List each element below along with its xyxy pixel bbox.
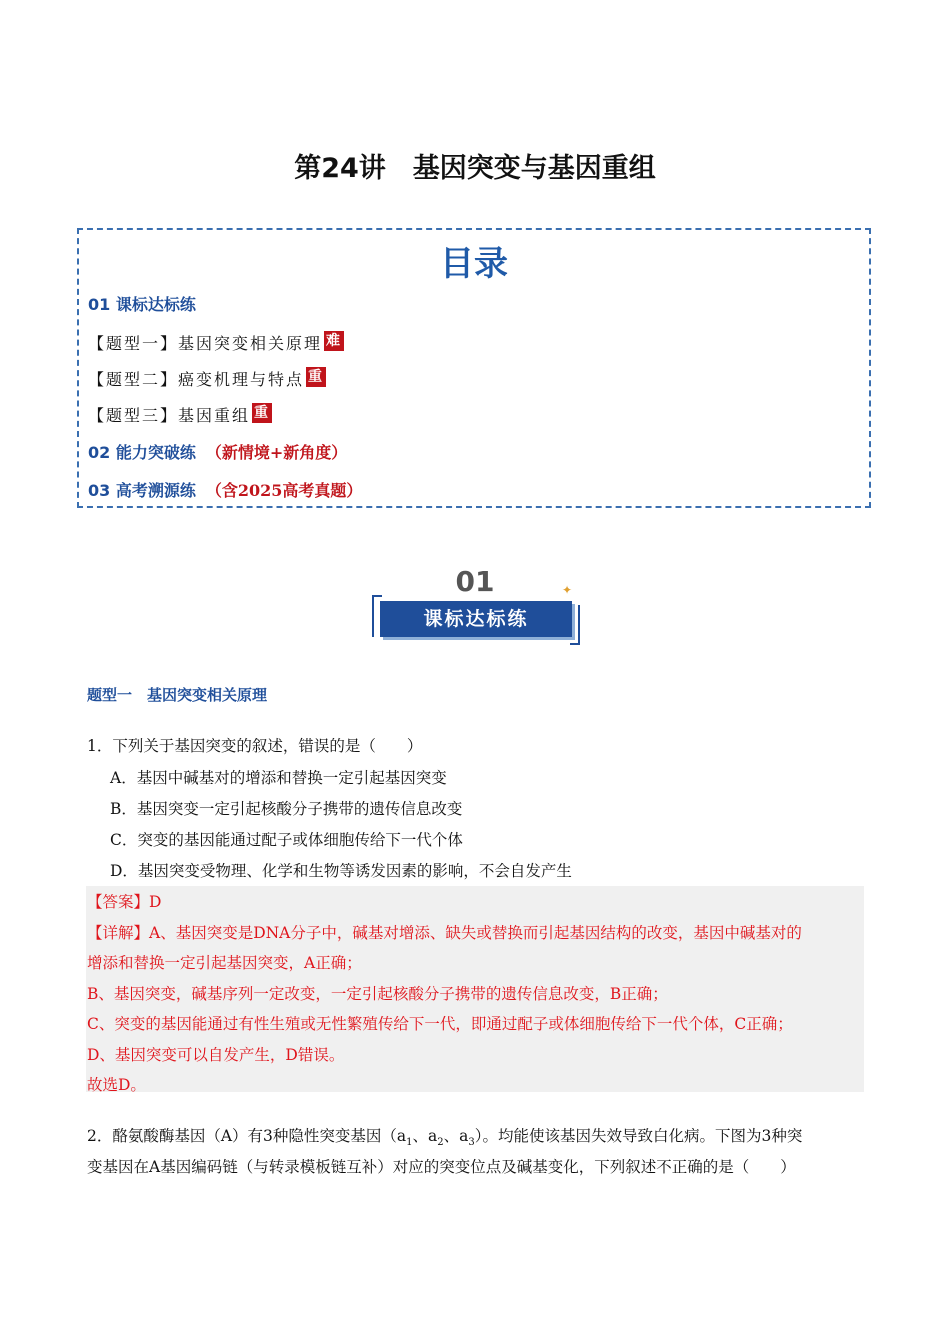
q2-text: 2．酪氨酸酶基因（A）有3种隐性突变基因（a xyxy=(87,1127,407,1145)
page-title: 第24讲 基因突变与基因重组 xyxy=(294,153,656,184)
q2-subscript: 2 xyxy=(437,1137,444,1149)
q2-text: 、a xyxy=(443,1127,469,1145)
option-d: D．基因突变受物理、化学和生物等诱发因素的影响，不会自发产生 xyxy=(110,862,572,880)
toc-type-3[interactable] xyxy=(88,403,272,427)
answer-explanation xyxy=(86,886,864,1092)
q2-subscript: 1 xyxy=(406,1137,413,1149)
option-c: C．突变的基因能通过配子或体细胞传给下一代个体 xyxy=(110,831,463,849)
toc-section-label: 03 高考溯源练 xyxy=(88,481,196,500)
banner-number: 01 xyxy=(455,565,495,598)
option-b: B．基因突变一定引起核酸分子携带的遗传信息改变 xyxy=(110,800,463,818)
answer-line: B、基因突变，碱基序列一定改变，一定引起核酸分子携带的遗传信息改变，B正确； xyxy=(87,985,668,1003)
answer-line: 【答案】D xyxy=(87,893,162,911)
sparkle-icon: ✦ xyxy=(561,583,572,597)
toc-section-3[interactable] xyxy=(88,478,362,501)
difficulty-badge: 难 xyxy=(326,333,343,349)
answer-line: C、突变的基因能通过有性生殖或无性繁殖传给下一代，即通过配子或体细胞传给下一代个体，C正确； xyxy=(87,1015,793,1033)
answer-line: 增添和替换一定引起基因突变，A正确； xyxy=(87,954,362,972)
importance-badge: 重 xyxy=(308,369,325,385)
toc-type-1[interactable] xyxy=(88,331,344,355)
section-title: 题型一 基因突变相关原理 xyxy=(87,686,268,704)
q2-text: ）。均能使该基因失效导致白化病。下图为3种突 xyxy=(474,1127,803,1145)
option-a: A．基因中碱基对的增添和替换一定引起基因突变 xyxy=(110,769,447,787)
q2-subscript: 3 xyxy=(468,1137,475,1149)
banner-label: 课标达标练 xyxy=(380,601,572,637)
answer-line: D、基因突变可以自发产生，D错误。 xyxy=(87,1046,345,1064)
toc-type-label: 【题型一】基因突变相关原理 xyxy=(88,334,323,353)
question-stem: 1．下列关于基因突变的叙述，错误的是（ ） xyxy=(87,737,423,755)
q2-text: 、a xyxy=(412,1127,438,1145)
toc-section-2[interactable] xyxy=(88,440,347,463)
toc-type-label: 【题型三】基因重组 xyxy=(88,406,251,425)
toc-type-2[interactable] xyxy=(88,367,326,391)
question-2-line-2: 变基因在A基因编码链（与转录模板链互补）对应的突变位点及碱基变化，下列叙述不正确的是（ ） xyxy=(87,1158,796,1176)
toc-type-label: 【题型二】癌变机理与特点 xyxy=(88,370,305,389)
answer-line: 故选D。 xyxy=(87,1076,146,1094)
toc-section-label: 02 能力突破练 xyxy=(88,443,196,462)
table-of-contents xyxy=(77,228,871,508)
question-2-line-1 xyxy=(87,1124,802,1148)
toc-section-note: （含2025高考真题） xyxy=(205,481,363,500)
toc-section-note: （新情境+新角度） xyxy=(205,443,348,462)
importance-badge: 重 xyxy=(254,405,271,421)
toc-section-label: 01 课标达标练 xyxy=(88,295,196,314)
toc-section-1[interactable] xyxy=(88,292,196,315)
section-banner xyxy=(370,565,582,647)
answer-line: 【详解】A、基因突变是DNA分子中，碱基对增添、缺失或替换而引起基因结构的改变，基因中碱基对的 xyxy=(87,924,802,942)
toc-heading: 目录 xyxy=(440,244,508,284)
